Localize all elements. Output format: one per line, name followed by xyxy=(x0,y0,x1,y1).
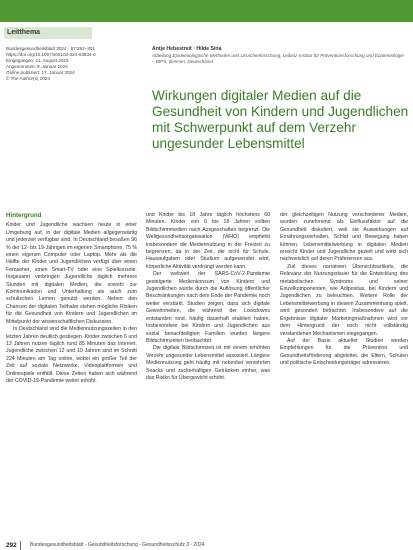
meta-published: Online publiziert: 17. Januar 2024 xyxy=(6,70,75,75)
author-block xyxy=(152,46,407,65)
section-label: Leitthema xyxy=(4,27,92,39)
meta-received: Eingegangen: 11. August 2023 xyxy=(6,58,69,63)
page-number: 292 xyxy=(6,541,21,550)
page-footer xyxy=(0,541,413,550)
meta-doi-link[interactable]: https://doi.org/10.1007/s00103-024-03834-6 xyxy=(6,52,96,57)
paragraph: Der weltweit der SARS-CoV-2-Pandemie gesteigerte Medienkonsum von Kindern und Jugendlichen wurde durch die Auflösung öffentlicher Beschränkungen nach dem Ende der Pandemie noch weiter verstärkt. Studien zeigen, dass sich digitale Gewohnheiten, die während der Lockdowns entstanden sind, häufig dauerhaft etabliert haben. Insbesondere bei Kindern und Jugendlichen aus sozial benachteiligten Familien wurden längere Bildschirmzeiten beobachtet. xyxy=(146,271,270,344)
meta-accepted: Angenommen: 8. Januar 2024 xyxy=(6,64,68,69)
header-color-bar xyxy=(0,0,413,22)
body-column-1 xyxy=(6,212,137,538)
article-title: Wirkungen digitaler Medien auf die Gesundheit von Kindern und Jugendlichen mit Schwerpunkt auf dem Verzehr ungesunder Lebensmittel xyxy=(152,88,409,151)
journal-name: Bundesgesundheitsblatt - Gesundheitsforschung - Gesundheitsschutz 3 · 2024 xyxy=(30,542,205,548)
author-names: Antje Hebestreit · Hilde Sina xyxy=(152,46,222,52)
paragraph: In Deutschland sind die Mediennutzungszeiten in den letzten Jahren deutlich gestiegen. Kinder zwischen 6 und 13 Jahren nutzen täglich rund 85 Minuten das Internet. Jugendliche zwischen 12 und 19 Jahren sind im Schnitt 224 Minuten am Tag online, wobei ein großer Teil der Zeit auf soziale Netzwerke, Videoplattformen und Onlinespiele entfällt. Diese Zeiten haben sich während der COVID-19-Pandemie weiter erhöht. xyxy=(6,326,137,384)
article-meta xyxy=(6,46,136,82)
paragraph: und Kinder bis 18 Jahre täglich höchstens 60 Minuten. Kinder von 6 bis 18 Jahren sollten Bildschirmmedien nach Ausgeschalten begrenzt. Die Weltgesundheitsorganisation (WHO) empfiehlt insbesondere die Mediennutzung in der Freizeit zu begrenzen, da in der Zeit, die nicht für Schule, Hausaufgaben oder Studium aufgewendet wird, körperliche Aktivität verdrängt werden kann. xyxy=(146,212,270,270)
paragraph: der gleichzeitigen Nutzung verschiedener Medien, wurden zunehmend als Einflussfaktor auf die Gesundheit diskutiert, weil sie Auswirkungen auf Ernährungsverhalten, Schlaf und Bewegung haben können. Lebensmittelwerbung in digitalen Medien erreicht Kinder und Jugendliche gezielt und wirkt sich nachweislich auf deren Präferenzen aus. xyxy=(280,212,408,263)
meta-copyright: © The Author(s) 2024 xyxy=(6,76,50,81)
paragraph: Kinder und Jugendliche wachsen heute in einer Umgebung auf, in der digitale Medien allgegenwärtig und jederzeit verfügbar sind. In Deutschland besaßen 96 % der 12- bis 19-Jährigen im eigenen Smartphone, 75 % einen eigenen Computer oder Laptop. Mehr als die Hälfte der Kinder und Jugendlichen verfügt über einen Fernseher, einen Smart-TV oder eine Spielkonsole. Insgesamt verbringen Jugendliche täglich mehrere Stunden mit digitalen Medien, die sowohl zur Kommunikation und Unterhaltung als auch zum schulischen Lernen genutzt werden. Neben den Chancen der digitalen Teilhabe stehen mögliche Risiken für die Gesundheit von Kindern und Jugendlichen im Mittelpunkt der wissenschaftlichen Diskussion. xyxy=(6,222,137,325)
paragraph: Auf der Basis aktueller Studien werden Empfehlungen für die Prävention und Gesundheitsförderung abgeleitet, die Eltern, Schulen und politische Entscheidungsträger adressieren. xyxy=(280,337,408,367)
paragraph: Die digitale Bildschirmzeit ist mit einem erhöhten Verzehr ungesunder Lebensmittel assoziiert. Längere Mediennutzung geht häufig mit nebenbei verzehrten Snacks und zuckerhaltigen Getränken einher, was das Risiko für Übergewicht erhöht. xyxy=(146,345,270,381)
meta-citation: Bundesgesundheitsblatt 2024 · 67:292–301 xyxy=(6,46,95,51)
body-column-2 xyxy=(146,212,270,538)
paragraph: Ziel dieses narrativen Übersichtsartikels, die Relevanz der Nutzungsdauer für die Entwicklung des metabolischen Syndroms und seiner Einzelkomponenten, wie Adipositas, bei Kindern und Jugendlichen zu beleuchten. Weitere Rolle der Lebensmittelwerbung in diesem Zusammenhang spielt, wird gesondert betrachtet. Insbesondere auf die Ergebnisse digitaler Marketingmaßnahmen wird vor dem Hintergrund der noch nicht vollständig verstandenen Mechanismen eingegangen. xyxy=(280,263,408,337)
body-column-3 xyxy=(280,212,408,538)
section-heading: Hintergrund xyxy=(6,212,42,219)
author-affiliation: Abteilung Epidemiologische Methoden und Ursachenforschung, Leibniz-Institut für Präventionsforschung und Epidemiologie – BIPS, Bremen, Deutschland xyxy=(152,52,404,64)
